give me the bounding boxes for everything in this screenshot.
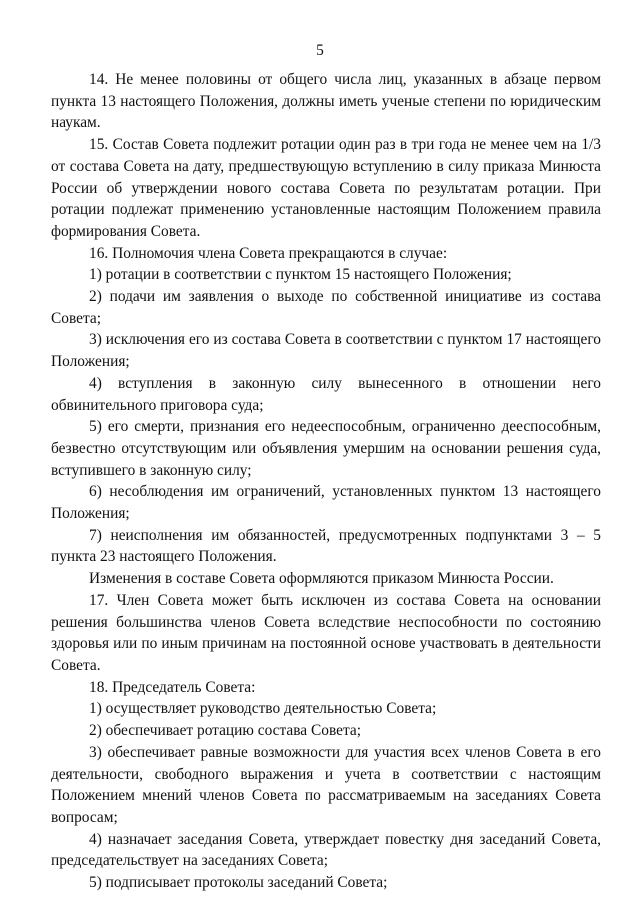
paragraph-item-16: 16. Полномочия члена Совета прекращаются в случае: [89,244,448,262]
paragraph-item-18: 18. Председатель Совета: [89,678,256,696]
paragraph-18-subitem-1: 1) осуществляет руководство деятельностью Совета; [89,700,437,718]
document-body [51,69,601,894]
paragraph-16-subitem-3: 3) исключения его из состава Совета в соответствии с пунктом 17 настоящего Положения; [51,331,601,371]
paragraph-18-subitem-2: 2) обеспечивает ротацию состава Совета; [89,722,361,740]
paragraph-16-subitem-2: 2) подачи им заявления о выходе по собственной инициативе из состава Совета; [51,288,601,327]
paragraph-18-subitem-4: 4) назначает заседания Совета, утверждает повестку дня заседаний Совета, председательствует на заседаниях Совета; [51,830,601,870]
paragraph-16-subitem-7: 7) неисполнения им обязанностей, предусмотренных подпунктами 3 – 5 пункта 23 настоящего Положения. [51,526,601,566]
paragraph-16-subitem-1: 1) ротации в соответствии с пунктом 15 настоящего Положения; [89,266,512,284]
paragraph-16-subitem-6: 6) несоблюдения им ограничений, установленных пунктом 13 настоящего Положения; [51,483,601,523]
paragraph-18-subitem-5: 5) подписывает протоколы заседаний Совета; [89,874,388,892]
paragraph-16-subitem-4: 4) вступления в законную силу вынесенного в отношении него обвинительного приговора суда; [51,374,601,414]
paragraph-16-subitem-5: 5) его смерти, признания его недееспособным, ограниченно дееспособным, безвестно отсутствующим или объявления умершим на основании решения суда, вступившего в законную силу; [51,418,601,479]
paragraph-item-14: 14. Не менее половины от общего числа лиц, указанных в абзаце первом пункта 13 настоящего Положения, должны иметь ученые степени по юридическим наукам. [51,71,601,132]
paragraph-item-15: 15. Состав Совета подлежит ротации один раз в три года не менее чем на 1/3 от состава Совета на дату, предшествующую вступлению в силу приказа Минюста России об утверждении нового состава Совета по результатам ротации. При ротации подлежат применению установленные настоящим Положением правила формирования Совета. [51,136,601,240]
paragraph-16-note: Изменения в составе Совета оформляются приказом Минюста России. [89,570,554,588]
page-number: 5 [316,42,324,59]
paragraph-18-subitem-3: 3) обеспечивает равные возможности для участия всех членов Совета в его деятельности, свободного выражения и учета в соответствии с настоящим Положением мнений членов Совета по рассматриваемым на заседаниях Совета вопросам; [51,743,601,826]
paragraph-item-17: 17. Член Совета может быть исключен из состава Совета на основании решения большинства членов Совета вследствие неспособности по состоянию здоровья или по иным причинам на постоянной основе участвовать в деятельности Совета. [51,591,601,674]
